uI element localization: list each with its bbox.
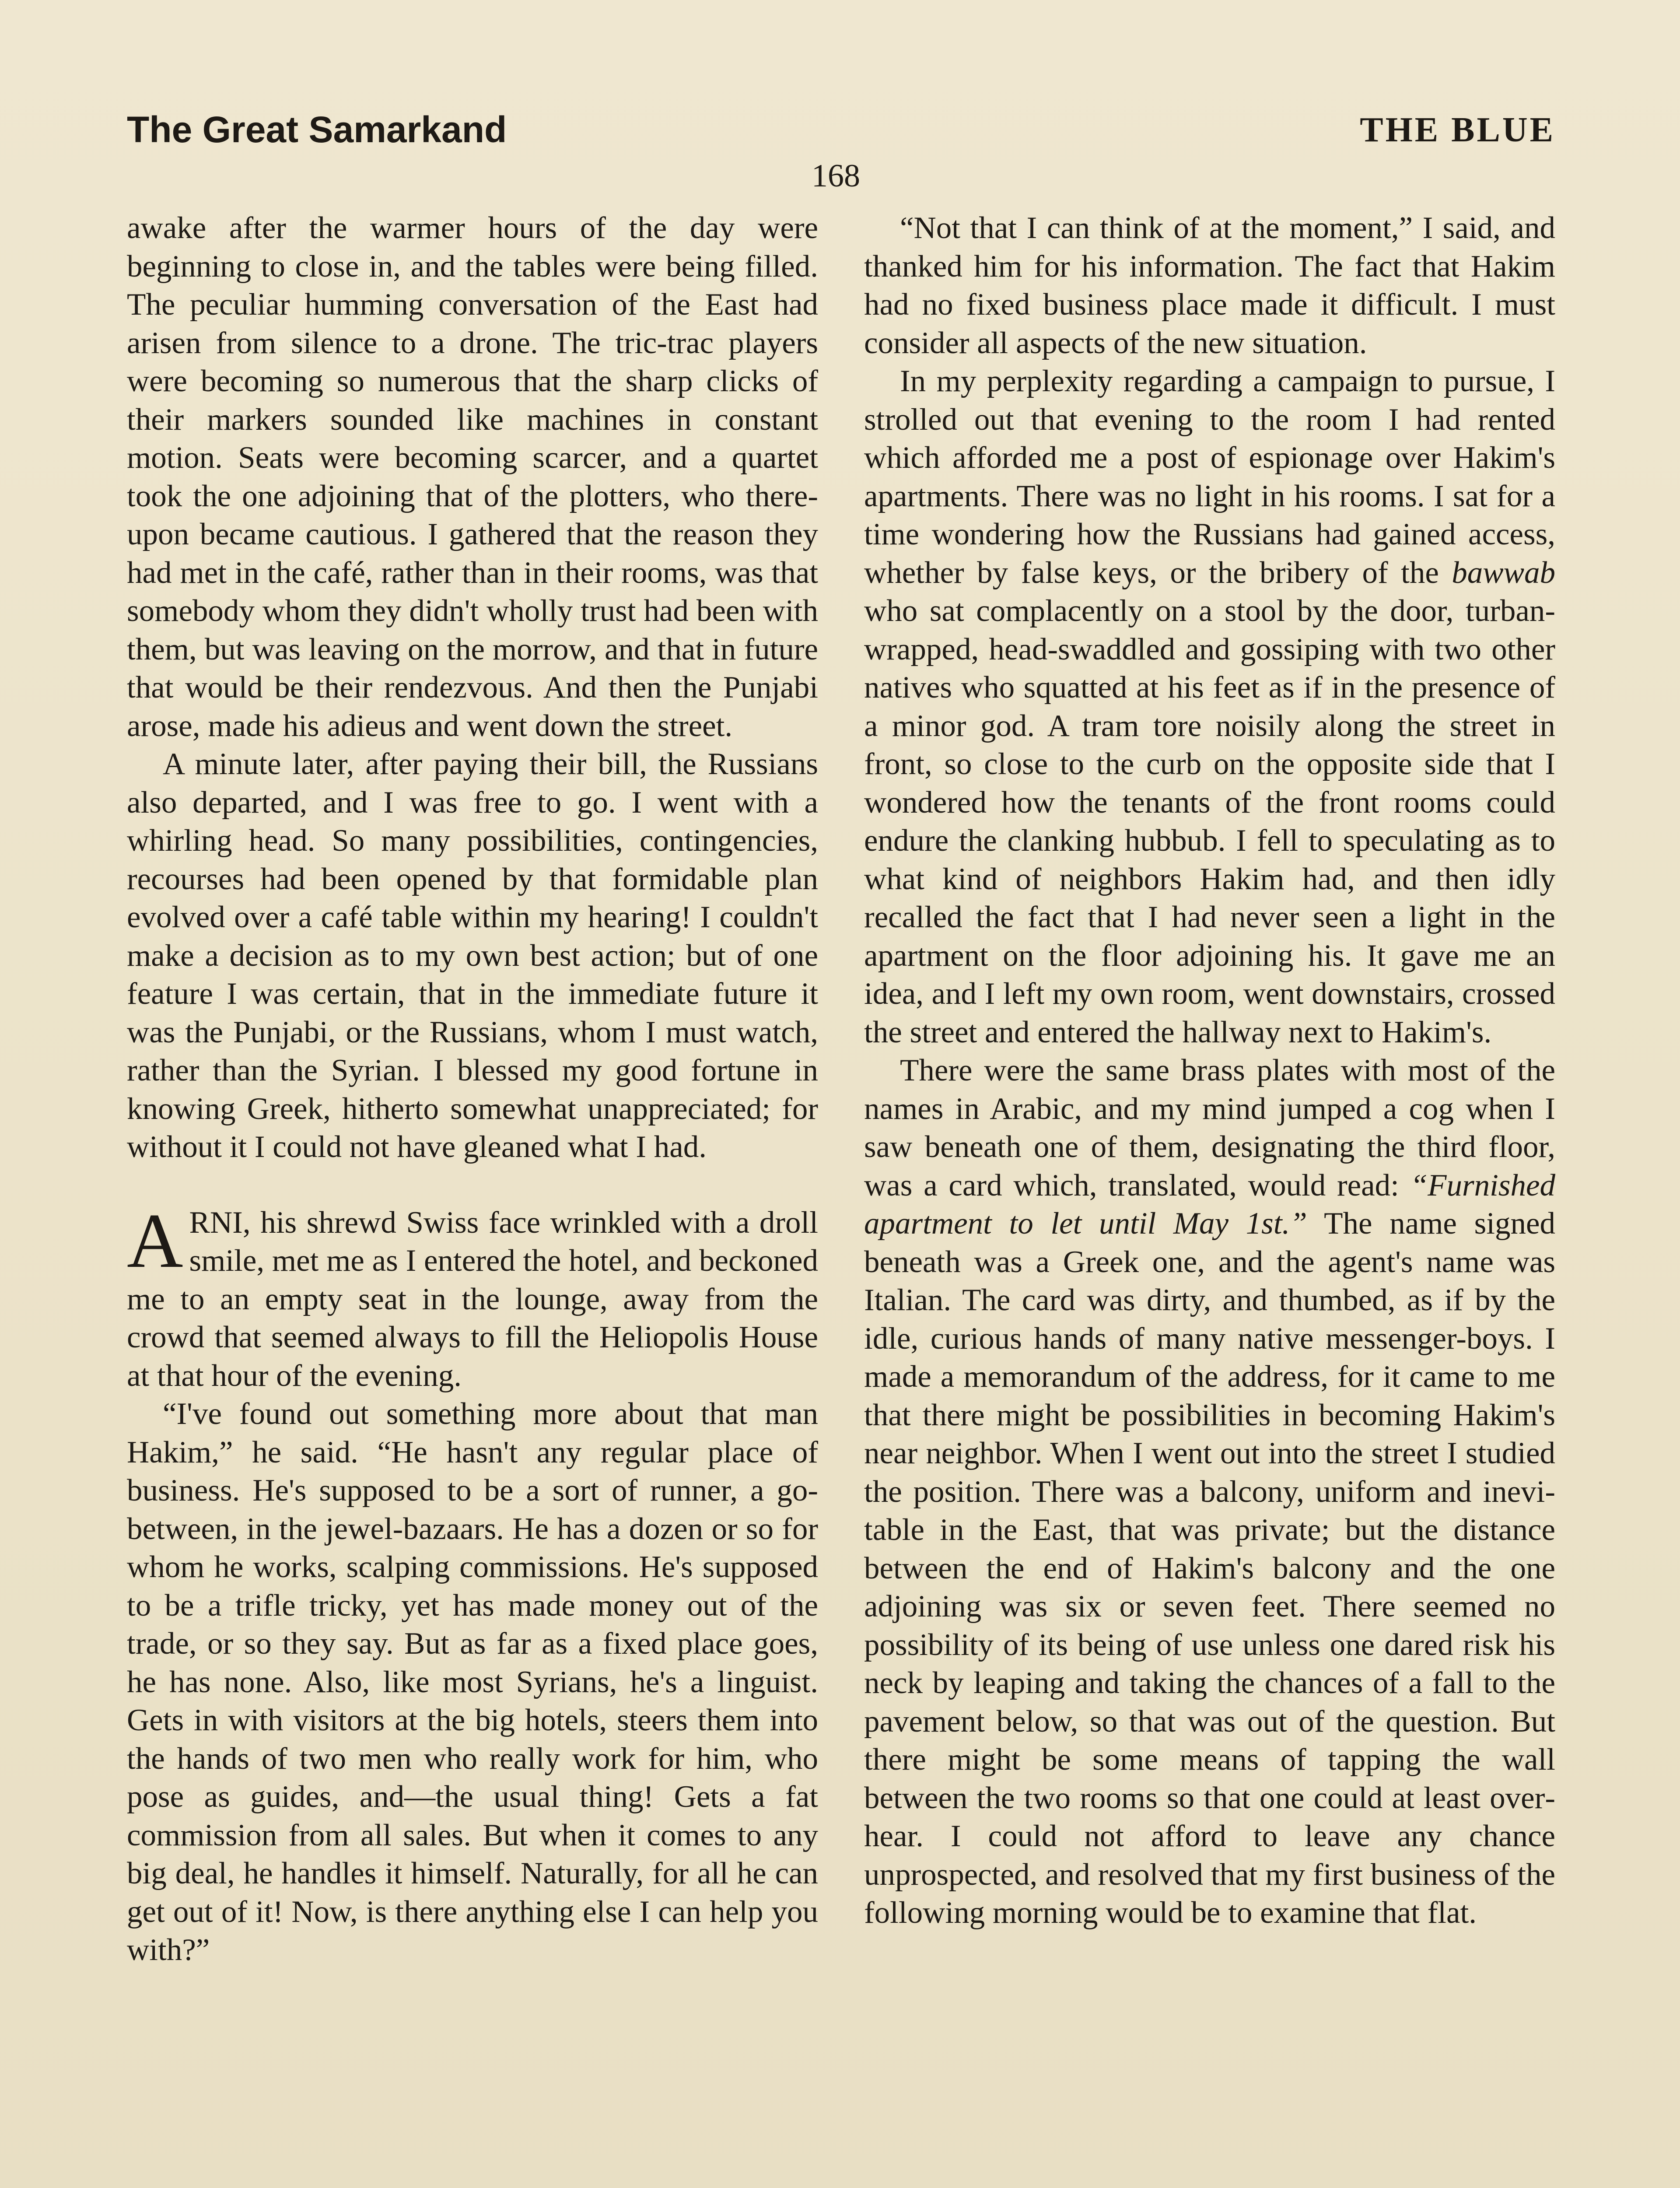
right-column	[864, 209, 1555, 1932]
drop-cap: A	[127, 1197, 183, 1284]
story-title: The Great Samarkand	[127, 109, 507, 150]
right-paragraph-1: “Not that I can think of at the moment,” I said, and thanked him for his information. The fact that Hakim had no fixed business place made it difficult. I must consider all aspects of the new situation.	[864, 211, 1555, 360]
page-number: 168	[812, 158, 860, 194]
left-paragraph-3	[127, 1197, 818, 1396]
right-paragraph-2-text-b: who sat complacently on a stool by the door, turban-wrapped, head-swaddled and gossiping with two other natives who squatted at his feet as if in the presence of a minor god. A tram tore noisily along the street in front, so close to the curb on the opposite side that I wondered how the tenants of the front rooms could endure the clanking hubbub. I fell to speculating as to what kind of neighbors Hakim had, and then idly recalled the fact that I had never seen a light in the apartment on the floor adjoining his. It gave me an idea, and I left my own room, went downstairs, crossed the street and entered the hallway next to Hakim's.	[864, 594, 1555, 1049]
right-paragraph-2-italic: bawwab	[1452, 555, 1555, 590]
drop-cap-continuation: RNI	[189, 1205, 243, 1240]
right-paragraph-3-italic: “Furnished apartment to let until May 1st.”	[864, 1168, 1555, 1241]
right-paragraph-3-text-b: The name signed beneath was a Greek one, and the agent's name was Italian. The card was dirty, and thumbed, as if by the idle, curious hands of many native messenger-boys. I made a memorandum of the address, for it came to me that there might be possibilities in becoming Hakim's near neighbor. When I went out into the street I studied the position. There was a balcony, uniform and inevitable in the East, that was private; but the distance between the end of Hakim's balcony and the one adjoining was six or seven feet. There seemed no possibility of its being of use unless one dared risk his neck by leaping and taking the chances of a fall to the pavement below, so that was out of the question. But there might be some means of tapping the wall between the two rooms so that one could at least overhear. I could not afford to leave any chance unprospected, and resolved that my first business of the following morning would be to examine that flat.	[864, 1206, 1555, 1930]
right-paragraph-3-text-a: There were the same brass plates with most of the names in Arabic, and my mind jumped a cog when I saw beneath one of them, designating the third floor, was a card which, translated, would read:	[864, 1053, 1555, 1203]
left-column	[127, 209, 818, 1970]
left-paragraph-4: “I've found out something more about that man Hakim,” he said. “He hasn't any regular place of business. He's supposed to be a sort of runner, a go-between, in the jewel-bazaars. He has a dozen or so for whom he works, scalping commissions. He's supposed to be a trifle tricky, yet has made money out of the trade, or so they say. But as far as a fixed place goes, he has none. Also, like most Syrians, he's a linguist. Gets in with visitors at the big hotels, steers them into the hands of two men who really work for him, who pose as guides, and—the usual thing! Gets a fat commission from all sales. But when it comes to any big deal, he handles it himself. Naturally, for all he can get out of it! Now, is there anything else I can help you with?”	[127, 1397, 818, 1967]
right-paragraph-2	[864, 362, 1555, 1052]
left-paragraph-3-text: , his shrewd Swiss face wrinkled with a droll smile, met me as I entered the hotel, and beckoned me to an empty seat in the lounge, away from the crowd that seemed always to fill the Heliopolis House at that hour of the evening.	[127, 1205, 818, 1393]
left-paragraph-2: A minute later, after paying their bill, the Russians also departed, and I was free to go. I went with a whirling head. So many possibilities, contingencies, recourses had been opened by that formidable plan evolved over a café table within my hearing! I couldn't make a decision as to my own best action; but of one feature I was certain, that in the immediate future it was the Punjabi, or the Russians, whom I must watch, rather than the Syrian. I blessed my good fortune in knowing Greek, hitherto somewhat unappreciated; for without it I could not have gleaned what I had.	[127, 747, 818, 1164]
right-paragraph-3	[864, 1052, 1555, 1932]
left-paragraph-1: awake after the warmer hours of the day were beginning to close in, and the tables were being filled. The peculiar humming conversation of the East had arisen from silence to a drone. The tric-trac players were becoming so numerous that the sharp clicks of their markers sounded like machines in constant motion. Seats were becoming scarcer, and a quartet took the one adjoining that of the plotters, who thereupon became cautious. I gathered that the reason they had met in the café, rather than in their rooms, was that somebody whom they didn't wholly trust had been with them, but was leaving on the morrow, and that in future that would be their rendezvous. And then the Punjabi arose, made his adieus and went down the street.	[127, 211, 818, 743]
magazine-name: THE BLUE	[1360, 111, 1555, 149]
right-paragraph-2-text-a: In my perplexity regarding a campaign to pursue, I strolled out that evening to the room I had rented which afforded me a post of espionage over Hakim's apartments. There was no light in his rooms. I sat for a time wondering how the Russians had gained access, whether by false keys, or the bribery of the	[864, 364, 1555, 590]
